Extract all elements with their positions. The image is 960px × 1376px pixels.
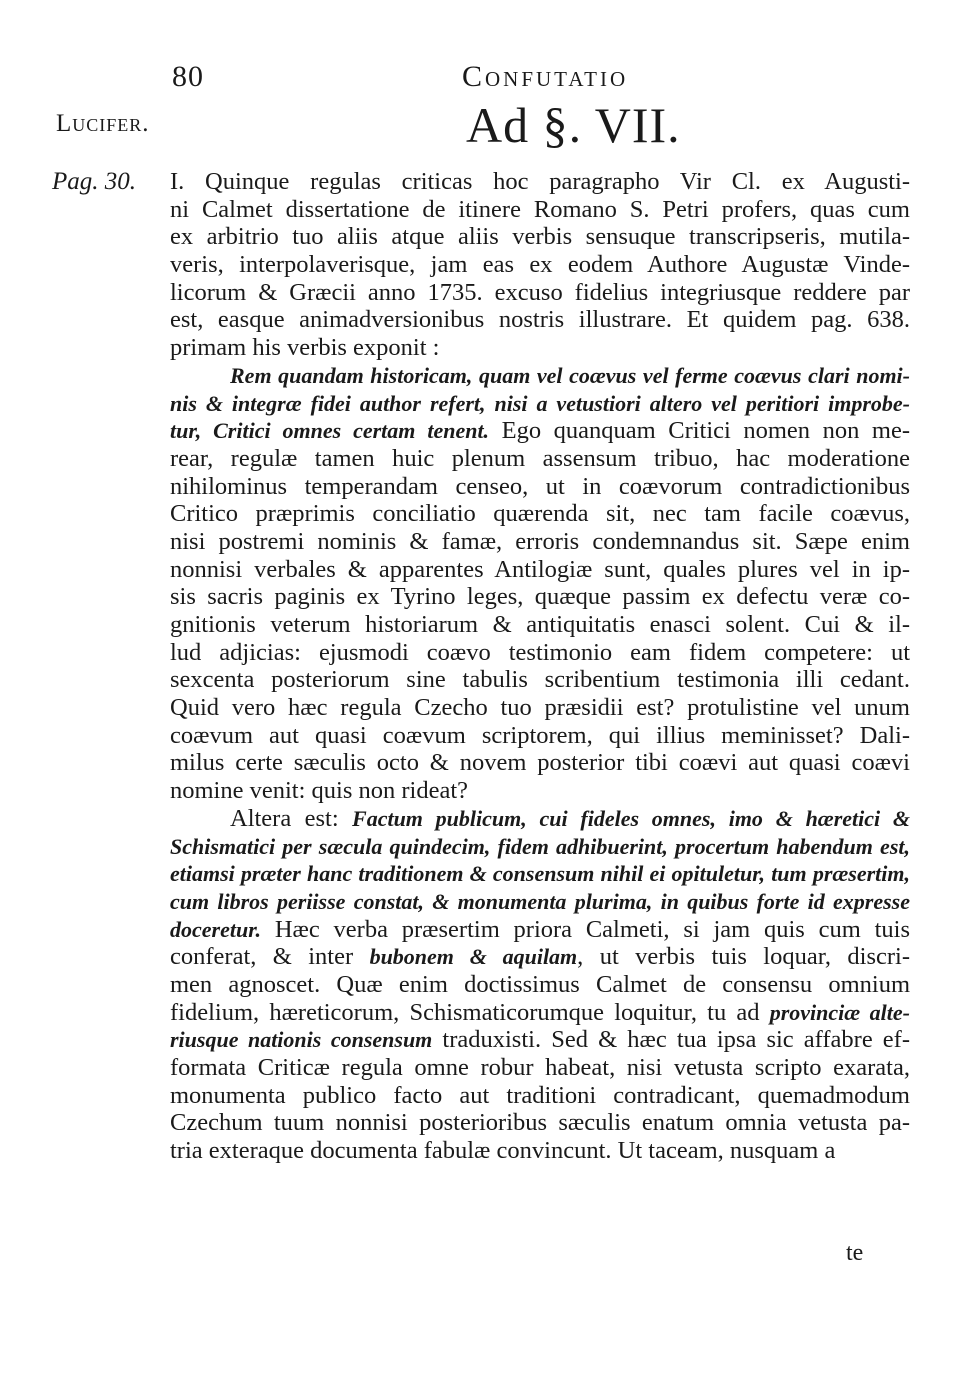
text-line: sis sacris paginis ex Tyrino leges, quæque passim ex defectu veræ co- bbox=[170, 583, 910, 611]
text-line: formata Criticæ regula omne robur habeat, nisi vetusta scripto exarata, bbox=[170, 1054, 910, 1081]
text-line: sexcenta posteriorum sine tabulis scribentium testimonia illi cedant. bbox=[170, 666, 910, 694]
text-line: primam his verbis exponit : bbox=[170, 334, 440, 362]
italic-phrase: etiamsi præter hanc traditionem & consensum nihil ei opituletur, tum præsertim, bbox=[170, 861, 910, 887]
italic-phrase: provinciæ alte- bbox=[769, 999, 910, 1025]
italic-phrase: Factum publicum, cui fideles omnes, imo & hæretici & bbox=[352, 805, 910, 831]
text-line bbox=[170, 417, 910, 445]
text-line bbox=[170, 999, 910, 1027]
italic-phrase: riusque nationis consensum bbox=[170, 1027, 433, 1053]
text-line bbox=[170, 362, 910, 390]
text-line: ex arbitrio tuo aliis atque aliis verbis sensuque transcripseris, mutila- bbox=[170, 223, 910, 251]
text-line bbox=[170, 916, 910, 944]
text-line: tria exteraque documenta fabulæ convincunt. Ut taceam, nusquam a bbox=[170, 1137, 836, 1165]
text-line: veris, interpolaverisque, jam eas ex eodem Authore Augustæ Vinde- bbox=[170, 251, 910, 279]
text-line: coævum aut quasi coævum scriptorem, qui illius meminisset? Dali- bbox=[170, 721, 910, 749]
italic-phrase: nis & integræ fidei author refert, nisi a vetustiori altero vel peritiori improbe- bbox=[170, 390, 910, 416]
roman-phrase: fidelium, hæreticorum, Schismaticorumque loquitur, tu ad bbox=[170, 998, 770, 1026]
text-line bbox=[170, 390, 910, 418]
italic-phrase: Rem quandam historicam, quam vel coævus vel ferme coævus clari nomi- bbox=[230, 362, 910, 388]
italic-phrase: doceretur. bbox=[170, 916, 262, 942]
roman-phrase: , ut verbis tuis loquar, discri- bbox=[577, 943, 910, 971]
text-line: nomine venit: quis non rideat? bbox=[170, 777, 469, 805]
text-line: nonnisi verbales & apparentes Antilogiæ sunt, quales plures vel in ip- bbox=[170, 555, 910, 583]
text-line: milus certe sæculis octo & novem posterior tibi coævi aut quasi coævi bbox=[170, 749, 910, 777]
margin-note-lucifer: Lucifer. bbox=[56, 110, 150, 137]
roman-phrase: traduxisti. Sed & hæc tua ipsa sic affabre ef- bbox=[432, 1026, 910, 1054]
italic-phrase: cum libros periisse constat, & monumenta plurima, in quibus forte id expresse bbox=[170, 888, 910, 914]
text-line: I. Quinque regulas criticas hoc paragrapho Vir Cl. ex Augusti- bbox=[170, 168, 910, 195]
text-line: est, easque animadversionibus nostris illustrare. Et quidem pag. 638. bbox=[170, 306, 910, 334]
running-title: Confutatio bbox=[462, 60, 629, 93]
text-line: monumenta publico facto aut traditioni contradicant, quemadmodum bbox=[170, 1081, 910, 1109]
body-text bbox=[170, 168, 910, 1165]
text-line bbox=[170, 833, 910, 861]
text-line: lud adjicias: ejusmodi coævo testimonio eam fidem competere: ut bbox=[170, 638, 910, 666]
text-line bbox=[170, 805, 910, 833]
text-line: rear, regulæ tamen huic plenum assensum tribuo, hac moderatione bbox=[170, 444, 910, 472]
italic-phrase: tur, Critici omnes certam tenent. bbox=[170, 418, 490, 444]
italic-phrase: Schismatici per sæcula quindecim, fidem adhibuerint, procertum habendum est, bbox=[170, 833, 910, 859]
text-line bbox=[170, 888, 910, 916]
margin-note-page-ref: Pag. 30. bbox=[52, 168, 137, 195]
text-line bbox=[170, 943, 910, 971]
text-line: nihilominus temperandam censeo, ut in coævorum contradictionibus bbox=[170, 472, 910, 500]
text-line: licorum & Græcii anno 1735. excuso fidelius integriusque reddere par bbox=[170, 278, 910, 306]
text-line: ni Calmet dissertatione de itinere Romano S. Petri profers, quas cum bbox=[170, 195, 910, 223]
roman-phrase: Altera est: bbox=[230, 804, 353, 832]
text-line bbox=[170, 860, 910, 888]
text-line: men agnoscet. Quæ enim doctissimus Calmet de consensu omnium bbox=[170, 970, 910, 998]
text-line: nisi postremi nominis & famæ, erroris condemnandus sit. Sæpe enim bbox=[170, 527, 910, 555]
text-line: Quid vero hæc regula Czecho tuo præsidii est? protulistine vel unum bbox=[170, 694, 910, 722]
text-line: Critico præprimis conciliatio quærenda sit, nec tam facile coævus, bbox=[170, 500, 910, 528]
italic-phrase: bubonem & aquilam bbox=[369, 944, 578, 970]
page-number: 80 bbox=[172, 60, 204, 93]
roman-phrase: Hæc verba præsertim priora Calmeti, si jam quis cum tuis bbox=[261, 915, 910, 943]
roman-phrase: Ego quanquam Critici nomen non me- bbox=[489, 417, 910, 445]
text-line: gnitionis veterum historiarum & antiquitatis enasci solent. Cui & il- bbox=[170, 611, 910, 638]
catchword: te bbox=[846, 1240, 864, 1266]
section-heading: Ad §. VII. bbox=[466, 97, 681, 153]
text-line: Czechum tuum nonnisi posterioribus sæculis enatum omnia vetusta pa- bbox=[170, 1109, 910, 1137]
roman-phrase: conferat, & inter bbox=[170, 943, 370, 971]
text-line bbox=[170, 1026, 910, 1054]
